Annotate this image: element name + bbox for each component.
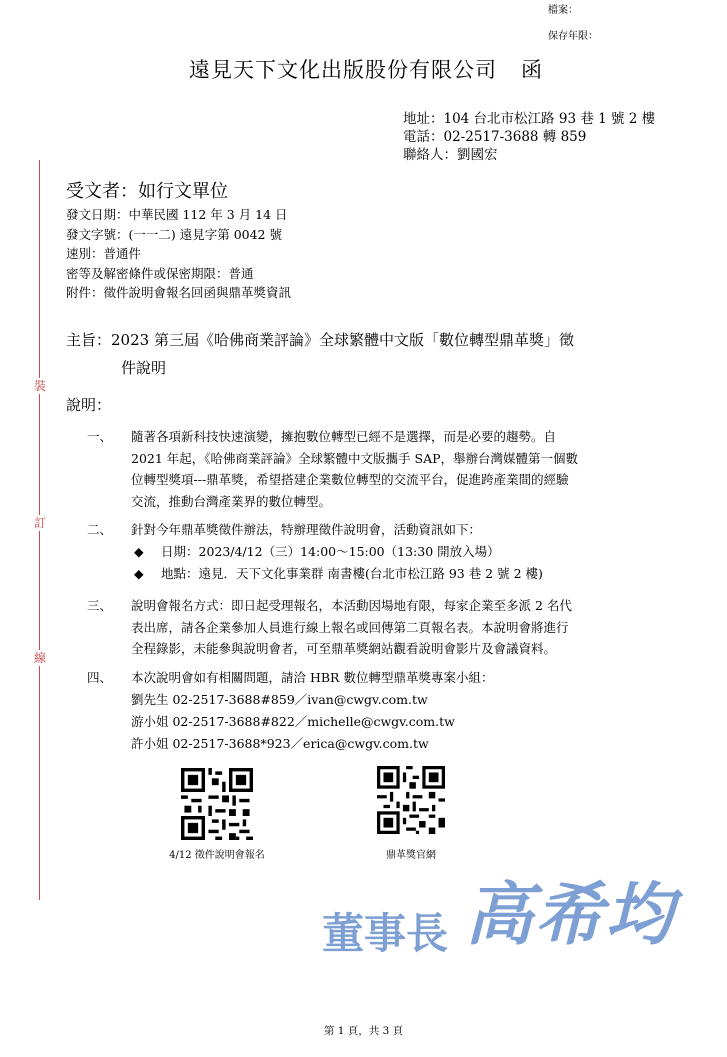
archive-label: 檔案： [548, 5, 578, 16]
issue-date: 發文日期：中華民國 112 年 3 月 14 日 [66, 207, 288, 222]
bullet-icon: ◆ [134, 566, 144, 581]
item-1-number: 一、 [87, 429, 113, 444]
speed: 速別：普通件 [66, 246, 142, 261]
event-venue: 地點：遠見．天下文化事業群 南書樓(台北市松江路 93 巷 2 號 2 樓) [161, 566, 543, 581]
contact-hsu: 許小姐 02-2517-3688*923／erica@cwgv.com.tw [131, 736, 429, 751]
binding-char-1: 裝 [33, 379, 46, 393]
item-2-intro: 針對今年鼎革獎徵件辦法，特辦理徵件說明會，活動資訊如下： [131, 522, 482, 537]
page-footer: 第 1 頁，共 3 頁 [323, 1025, 404, 1037]
contact-you: 游小姐 02-2517-3688#822／michelle@cwgv.com.tw [131, 714, 455, 729]
retention-label: 保存年限： [548, 31, 598, 42]
doc-info [66, 205, 291, 303]
item-3-line: 說明會報名方式：即日起受理報名，本活動因場地有限，每家企業至多派 2 名代 [131, 598, 572, 613]
chairman-title-seal: 董事長 [322, 909, 449, 958]
item-4-intro: 本次說明會如有相關問題，請洽 HBR 數位轉型鼎革獎專案小組： [131, 670, 494, 685]
address: 地址：104 台北市松江路 93 巷 1 號 2 樓 [403, 111, 656, 127]
explanation-label: 說明： [66, 396, 112, 414]
recipient: 受文者：如行文單位 [66, 181, 228, 202]
item-1-line: 2021 年起，《哈佛商業評論》全球繁體中文版攜手 SAP，舉辦台灣媒體第一個數 [131, 450, 579, 466]
item-3-number: 三、 [87, 598, 113, 613]
binding-char-2: 訂 [33, 516, 46, 530]
item-2-number: 二、 [87, 522, 113, 537]
chairman-signature: 高希均 [465, 875, 676, 955]
qr-caption-registration: 4/12 徵件說明會報名 [169, 850, 265, 861]
page-title [189, 54, 543, 84]
item-1-line: 交流，推動台灣產業界的數位轉型。 [131, 493, 332, 509]
contact-block [403, 110, 655, 164]
org-name: 遠見天下文化出版股份有限公司 [189, 58, 497, 82]
item-3-text [131, 595, 677, 660]
qr-caption-official-site: 鼎革獎官網 [386, 850, 436, 861]
bullet-icon: ◆ [134, 544, 144, 559]
item-3-line: 表出席，請各企業參加人員進行線上報名或回傳第二頁報名表。本說明會將進行 [131, 619, 569, 635]
qr-code-official-site[interactable] [377, 766, 445, 834]
subject [66, 326, 678, 382]
item-1-line: 位轉型獎項---鼎革獎，希望搭建企業數位轉型的交流平台，促進跨產業間的經驗 [131, 472, 569, 487]
contact-person: 聯絡人：劉國宏 [403, 147, 498, 163]
item-1-line: 隨著各項新科技快速演變，擁抱數位轉型已經不是選擇，而是必要的趨勢。自 [131, 429, 557, 444]
item-4-number: 四、 [87, 670, 113, 685]
item-1-text [131, 426, 677, 512]
phone: 電話：02-2517-3688 轉 859 [403, 129, 587, 145]
event-date: 日期：2023/4/12（三）14:00～15:00（13:30 開放入場） [161, 544, 500, 559]
doc-number: 發文字號：(一一二) 遠見字第 0042 號 [66, 226, 282, 242]
item-3-line: 全程錄影，未能參與說明會者，可至鼎革獎網站觀看說明會影片及會議資料。 [131, 641, 557, 656]
subject-line-1: 主旨：2023 第三屆《哈佛商業評論》全球繁體中文版「數位轉型鼎革獎」徵 [66, 331, 574, 349]
subject-line-2: 件說明 [121, 359, 167, 377]
binding-char-3: 線 [33, 651, 46, 665]
doc-type: 函 [521, 58, 543, 82]
attachment: 附件：徵件說明會報名回函與鼎革獎資訊 [66, 285, 292, 300]
security: 密等及解密條件或保密期限：普通 [66, 265, 254, 281]
contact-liu: 劉先生 02-2517-3688#859／ivan@cwgv.com.tw [131, 692, 428, 707]
qr-code-registration[interactable] [181, 768, 253, 840]
